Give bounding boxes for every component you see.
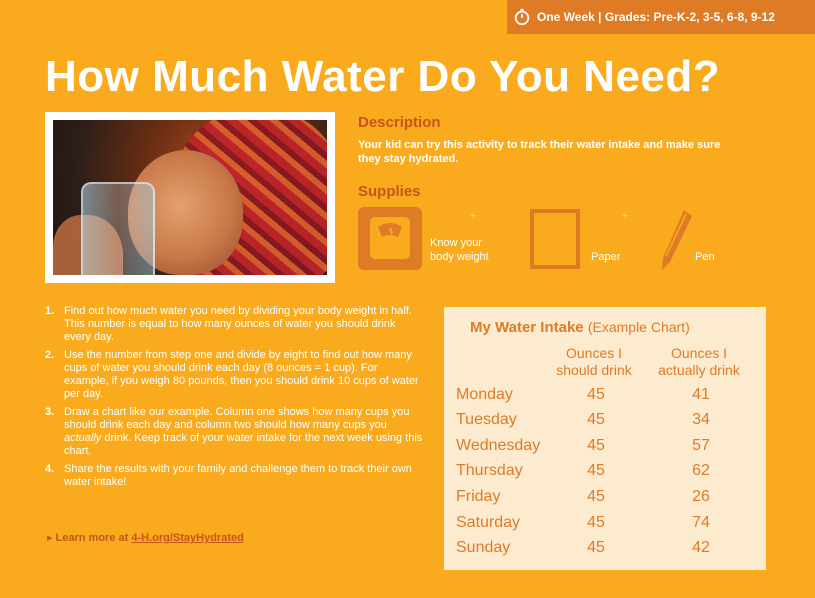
table-row: Sunday 45 42 [456,539,710,556]
child-drinking-water-photo [53,120,327,275]
supply-paper-label: Paper [591,251,621,263]
description-text: Your kid can try this activity to track their water intake and make sure they stay hydrated. [358,139,721,165]
step-4: 4. Share the results with your family and challenge them to track their own water intake! [45,463,412,488]
supplies-heading: Supplies [358,183,421,200]
duration-grades-bar [507,0,815,34]
paper-icon [530,209,580,269]
plus-separator: + [622,210,629,222]
step-1: 1. Find out how much water you need by dividing your body weight in half. This number is equal to how many ounces of water you should drink every day. [45,305,412,343]
table-row: Saturday 45 74 [456,514,710,531]
table-row: Thursday 45 62 [456,462,710,479]
duration-grades-text: One Week | Grades: Pre-K-2, 3-5, 6-8, 9-12 [537,10,775,24]
learn-more-link[interactable]: 4-H.org/StayHydrated [131,532,244,544]
scale-icon [358,207,422,270]
description-heading: Description [358,114,441,131]
table-row: Friday 45 26 [456,488,710,505]
plus-separator: + [470,210,477,222]
column-header-actually-drink: Ounces I actually drink [658,345,740,378]
pen-icon [656,206,696,276]
water-intake-chart [444,307,766,570]
chart-title: My Water Intake (Example Chart) [470,319,690,336]
instruction-steps [45,305,423,494]
photo-frame [45,112,335,283]
step-3: 3. Draw a chart like our example. Column one shows how many cups you should drink each day and column two should how many cups you actually drink. Keep track of your water intake for the next week using this chart. [45,406,423,457]
page-title: How Much Water Do You Need? [45,52,721,101]
column-header-should-drink: Ounces I should drink [556,345,632,378]
play-arrow-icon: ▸ [47,532,53,544]
learn-more: ▸ Learn more at 4-H.org/StayHydrated [47,532,244,544]
supply-body-weight-label: Know your body weight [430,237,489,263]
table-row: Monday 45 41 [456,386,710,403]
step-2: 2. Use the number from step one and divide by eight to find out how many cups of water you should drink each day (8 ounces = 1 cup). For example, if you weigh 80 pounds, then you should drink 10 cups of water per day. [45,349,419,400]
table-row: Wednesday 45 57 [456,437,710,454]
stopwatch-icon [513,8,531,26]
supply-pen-label: Pen [695,251,715,263]
table-row: Tuesday 45 34 [456,411,710,428]
